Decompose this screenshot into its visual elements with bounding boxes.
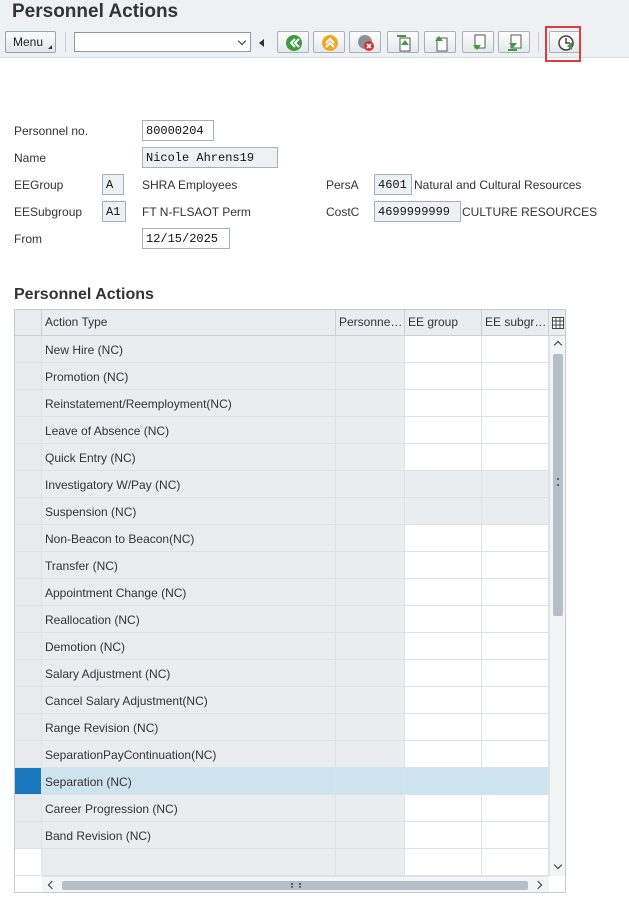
- ee-group-cell[interactable]: [405, 849, 482, 876]
- personnel-actions-table: [14, 309, 566, 893]
- personnel-cell: [336, 849, 405, 876]
- ee-subgroup-cell[interactable]: [482, 336, 549, 363]
- table-row[interactable]: [15, 525, 549, 552]
- back-icon: [284, 33, 304, 53]
- action-type-cell[interactable]: New Hire (NC): [42, 336, 336, 363]
- pers-a-label: PersA: [326, 178, 359, 192]
- table-row[interactable]: [15, 714, 549, 741]
- table-row[interactable]: [15, 336, 549, 363]
- action-type-cell[interactable]: Leave of Absence (NC): [42, 417, 336, 444]
- pers-a-text: Natural and Cultural Resources: [414, 178, 582, 192]
- row-selector[interactable]: [15, 417, 42, 444]
- row-selector[interactable]: [15, 822, 42, 849]
- table-row[interactable]: [15, 768, 549, 795]
- scroll-grip-icon: [557, 478, 559, 486]
- table-row[interactable]: [15, 498, 549, 525]
- action-type-cell[interactable]: Reinstatement/Reemployment(NC): [42, 390, 336, 417]
- ee-subgroup-cell: [482, 471, 549, 498]
- row-selector[interactable]: [15, 525, 42, 552]
- table-row[interactable]: [15, 471, 549, 498]
- row-selector[interactable]: [15, 579, 42, 606]
- table-row[interactable]: [15, 660, 549, 687]
- ee-group-label: EEGroup: [14, 178, 64, 192]
- name-field: Nicole Ahrens19: [142, 147, 278, 168]
- action-type-cell[interactable]: Band Revision (NC): [42, 822, 336, 849]
- ee-group-cell[interactable]: [405, 390, 482, 417]
- vertical-scrollbar[interactable]: [549, 336, 566, 876]
- command-field[interactable]: [74, 32, 251, 52]
- toolbar-separator: [65, 32, 66, 52]
- row-selector[interactable]: [15, 363, 42, 390]
- personnel-cell: [336, 417, 405, 444]
- collapse-arrow-icon[interactable]: [259, 39, 264, 47]
- ee-subgroup-cell: [482, 498, 549, 525]
- personnel-cell: [336, 471, 405, 498]
- personnel-cell: [336, 552, 405, 579]
- ee-subgroup-code: A1: [102, 201, 126, 222]
- from-label: From: [14, 232, 42, 246]
- row-selector[interactable]: [15, 768, 42, 795]
- action-type-cell[interactable]: Non-Beacon to Beacon(NC): [42, 525, 336, 552]
- personnel-cell: [336, 795, 405, 822]
- first-page-button[interactable]: [387, 31, 419, 53]
- last-page-button[interactable]: [498, 31, 530, 53]
- ee-subgroup-cell[interactable]: [482, 687, 549, 714]
- ee-group-cell[interactable]: [405, 687, 482, 714]
- row-selector[interactable]: [15, 849, 42, 876]
- row-selector[interactable]: [15, 336, 42, 363]
- column-header-personnel[interactable]: Personne…: [336, 310, 405, 336]
- row-selector[interactable]: [15, 660, 42, 687]
- select-all-cell[interactable]: [15, 310, 42, 336]
- table-settings-cell[interactable]: [549, 310, 566, 336]
- ee-subgroup-cell[interactable]: [482, 795, 549, 822]
- action-type-cell[interactable]: Salary Adjustment (NC): [42, 660, 336, 687]
- exit-icon: [320, 33, 340, 53]
- row-selector[interactable]: [15, 633, 42, 660]
- section-title: Personnel Actions: [14, 286, 154, 303]
- table-settings-icon: [552, 317, 564, 329]
- table-row[interactable]: [15, 741, 549, 768]
- row-selector[interactable]: [15, 795, 42, 822]
- menu-corner-icon: [48, 45, 52, 49]
- table-row[interactable]: [15, 390, 549, 417]
- ee-subgroup-cell[interactable]: [482, 579, 549, 606]
- table-row[interactable]: [15, 552, 549, 579]
- table-row[interactable]: [15, 363, 549, 390]
- action-type-cell[interactable]: Promotion (NC): [42, 363, 336, 390]
- chevron-right-icon[interactable]: [534, 881, 542, 889]
- table-row[interactable]: [15, 417, 549, 444]
- ee-subgroup-cell[interactable]: [482, 363, 549, 390]
- ee-subgroup-cell[interactable]: [482, 741, 549, 768]
- chevron-down-icon[interactable]: [238, 37, 246, 45]
- ee-subgroup-label: EESubgroup: [14, 205, 83, 219]
- ee-subgroup-cell[interactable]: [482, 849, 549, 876]
- cancel-button[interactable]: [349, 31, 381, 53]
- ee-subgroup-cell: [482, 768, 549, 795]
- personnel-cell: [336, 822, 405, 849]
- personnel-cell: [336, 768, 405, 795]
- row-selector[interactable]: [15, 606, 42, 633]
- personnel-cell: [336, 660, 405, 687]
- table-row[interactable]: [15, 849, 549, 876]
- ee-group-cell: [405, 498, 482, 525]
- ee-group-cell[interactable]: [405, 444, 482, 471]
- ee-group-text: SHRA Employees: [142, 178, 238, 192]
- action-type-cell[interactable]: Quick Entry (NC): [42, 444, 336, 471]
- table-row[interactable]: [15, 606, 549, 633]
- table-row[interactable]: [15, 822, 549, 849]
- page-title: Personnel Actions: [12, 1, 179, 22]
- ee-group-cell[interactable]: [405, 336, 482, 363]
- ee-subgroup-text: FT N-FLSAOT Perm: [142, 205, 251, 219]
- ee-group-cell[interactable]: [405, 579, 482, 606]
- action-type-cell[interactable]: Investigatory W/Pay (NC): [42, 471, 336, 498]
- table-row[interactable]: [15, 633, 549, 660]
- title-bar: [0, 0, 629, 28]
- personnel-cell: [336, 606, 405, 633]
- name-label: Name: [14, 151, 47, 165]
- personnel-cell: [336, 741, 405, 768]
- personnel-cell: [336, 498, 405, 525]
- horizontal-scroll-thumb[interactable]: [62, 881, 528, 890]
- action-type-cell[interactable]: Career Progression (NC): [42, 795, 336, 822]
- ee-subgroup-cell[interactable]: [482, 660, 549, 687]
- menu-button-label: Menu: [13, 35, 44, 49]
- personnel-cell: [336, 444, 405, 471]
- cost-c-text: CULTURE RESOURCES: [462, 205, 598, 219]
- action-type-cell[interactable]: SeparationPayContinuation(NC): [42, 741, 336, 768]
- personnel-cell: [336, 336, 405, 363]
- action-type-cell[interactable]: [42, 849, 336, 876]
- toolbar-separator: [538, 32, 539, 52]
- ee-subgroup-cell[interactable]: [482, 390, 549, 417]
- ee-group-cell[interactable]: [405, 363, 482, 390]
- scroll-grip-icon: [291, 883, 301, 888]
- pers-a-code: 4601: [374, 174, 412, 195]
- last-page-icon: [505, 33, 525, 53]
- ee-subgroup-cell[interactable]: [482, 714, 549, 741]
- table-row[interactable]: [15, 687, 549, 714]
- action-type-cell[interactable]: Transfer (NC): [42, 552, 336, 579]
- horizontal-scrollbar[interactable]: [42, 876, 549, 893]
- row-selector[interactable]: [15, 714, 42, 741]
- chevron-down-icon[interactable]: [554, 861, 562, 869]
- exit-button[interactable]: [313, 31, 345, 53]
- next-page-icon: [469, 33, 489, 53]
- table-header: [15, 310, 566, 336]
- ee-group-cell[interactable]: [405, 606, 482, 633]
- first-page-icon: [394, 33, 414, 53]
- ee-subgroup-cell[interactable]: [482, 633, 549, 660]
- ee-subgroup-cell[interactable]: [482, 444, 549, 471]
- vertical-scroll-thumb[interactable]: [553, 354, 563, 616]
- action-type-cell[interactable]: Cancel Salary Adjustment(NC): [42, 687, 336, 714]
- personnel-cell: [336, 390, 405, 417]
- ee-subgroup-cell[interactable]: [482, 822, 549, 849]
- row-selector[interactable]: [15, 741, 42, 768]
- action-type-cell[interactable]: Suspension (NC): [42, 498, 336, 525]
- next-page-button[interactable]: [462, 31, 494, 53]
- table-row[interactable]: [15, 444, 549, 471]
- ee-group-cell[interactable]: [405, 660, 482, 687]
- table-row[interactable]: [15, 795, 549, 822]
- ee-subgroup-cell[interactable]: [482, 525, 549, 552]
- from-date-field[interactable]: 12/15/2025: [142, 228, 230, 249]
- chevron-left-icon[interactable]: [48, 881, 56, 889]
- row-selector[interactable]: [15, 444, 42, 471]
- row-selector[interactable]: [15, 471, 42, 498]
- previous-page-button[interactable]: [424, 31, 456, 53]
- ee-subgroup-cell[interactable]: [482, 606, 549, 633]
- ee-group-cell[interactable]: [405, 795, 482, 822]
- back-button[interactable]: [277, 31, 309, 53]
- action-type-cell[interactable]: Demotion (NC): [42, 633, 336, 660]
- ee-group-cell[interactable]: [405, 714, 482, 741]
- personnel-cell: [336, 714, 405, 741]
- personnel-cell: [336, 525, 405, 552]
- column-header-ee-group[interactable]: EE group: [405, 310, 482, 336]
- ee-group-cell[interactable]: [405, 552, 482, 579]
- row-selector[interactable]: [15, 390, 42, 417]
- cost-c-code: 4699999999: [374, 201, 461, 222]
- ee-group-cell: [405, 768, 482, 795]
- ee-group-cell: [405, 471, 482, 498]
- ee-group-cell[interactable]: [405, 417, 482, 444]
- column-header-ee-subgroup[interactable]: EE subgr…: [482, 310, 549, 336]
- action-type-cell[interactable]: Reallocation (NC): [42, 606, 336, 633]
- cancel-icon: [356, 33, 376, 53]
- menu-button[interactable]: [5, 31, 56, 53]
- personnel-cell: [336, 687, 405, 714]
- action-type-cell[interactable]: Separation (NC): [42, 768, 336, 795]
- ee-group-code: A: [102, 174, 124, 195]
- previous-page-icon: [431, 33, 451, 53]
- row-selector[interactable]: [15, 552, 42, 579]
- column-header-action-type[interactable]: Action Type: [42, 310, 336, 336]
- ee-subgroup-cell[interactable]: [482, 552, 549, 579]
- ee-group-cell[interactable]: [405, 633, 482, 660]
- row-selector[interactable]: [15, 498, 42, 525]
- row-selector[interactable]: [15, 687, 42, 714]
- personnel-no-label: Personnel no.: [14, 124, 89, 138]
- ee-subgroup-cell[interactable]: [482, 417, 549, 444]
- action-type-cell[interactable]: Appointment Change (NC): [42, 579, 336, 606]
- table-row[interactable]: [15, 579, 549, 606]
- personnel-cell: [336, 579, 405, 606]
- chevron-up-icon[interactable]: [554, 341, 562, 349]
- toolbar: [0, 28, 629, 58]
- personnel-cell: [336, 363, 405, 390]
- ee-group-cell[interactable]: [405, 525, 482, 552]
- cost-c-label: CostC: [326, 205, 360, 219]
- ee-group-cell[interactable]: [405, 741, 482, 768]
- personnel-no-field[interactable]: 80000204: [142, 120, 214, 141]
- action-type-cell[interactable]: Range Revision (NC): [42, 714, 336, 741]
- ee-group-cell[interactable]: [405, 822, 482, 849]
- highlight-frame: [545, 26, 581, 62]
- personnel-cell: [336, 633, 405, 660]
